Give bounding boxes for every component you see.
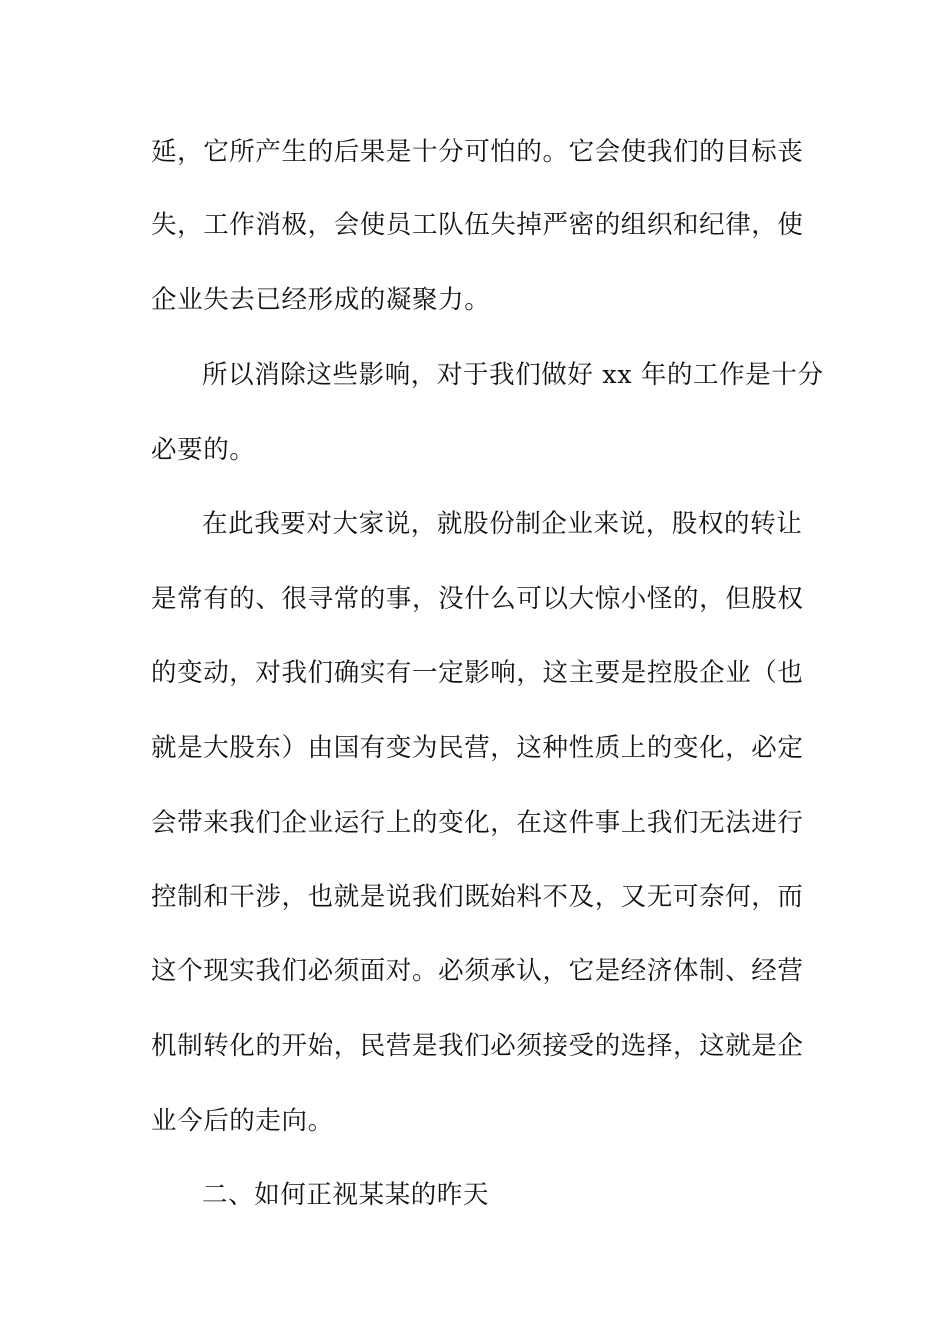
text-line: 企业失去已经形成的凝聚力。 — [151, 285, 491, 315]
text-line: 控制和干涉，也就是说我们既始料不及，又无可奈何，而 — [151, 882, 804, 912]
text-line: 必要的。 — [151, 435, 256, 465]
paragraph-first-line: 在此我要对大家说，就股份制企业来说，股权的转让 — [202, 509, 803, 539]
text-line: 业今后的走向。 — [151, 1106, 334, 1136]
text-line: 就是大股东）由国有变为民营，这种性质上的变化，必定 — [151, 733, 804, 763]
text-line: 是常有的、很寻常的事，没什么可以大惊小怪的，但股权 — [151, 584, 804, 614]
text-line: 失，工作消极，会使员工队伍失掉严密的组织和纪律，使 — [151, 210, 804, 240]
text-line: 延，它所产生的后果是十分可怕的。它会使我们的目标丧 — [151, 137, 804, 167]
text-line: 机制转化的开始，民营是我们必须接受的选择，这就是企 — [151, 1031, 804, 1061]
text-line: 这个现实我们必须面对。必须承认，它是经济体制、经营 — [151, 956, 804, 986]
text-line: 会带来我们企业运行上的变化，在这件事上我们无法进行 — [151, 808, 804, 838]
text-line: 的变动，对我们确实有一定影响，这主要是控股企业（也 — [151, 658, 804, 688]
paragraph-first-line: 所以消除这些影响，对于我们做好 xx 年的工作是十分 — [202, 360, 824, 390]
section-heading: 二、如何正视某某的昨天 — [202, 1180, 490, 1210]
